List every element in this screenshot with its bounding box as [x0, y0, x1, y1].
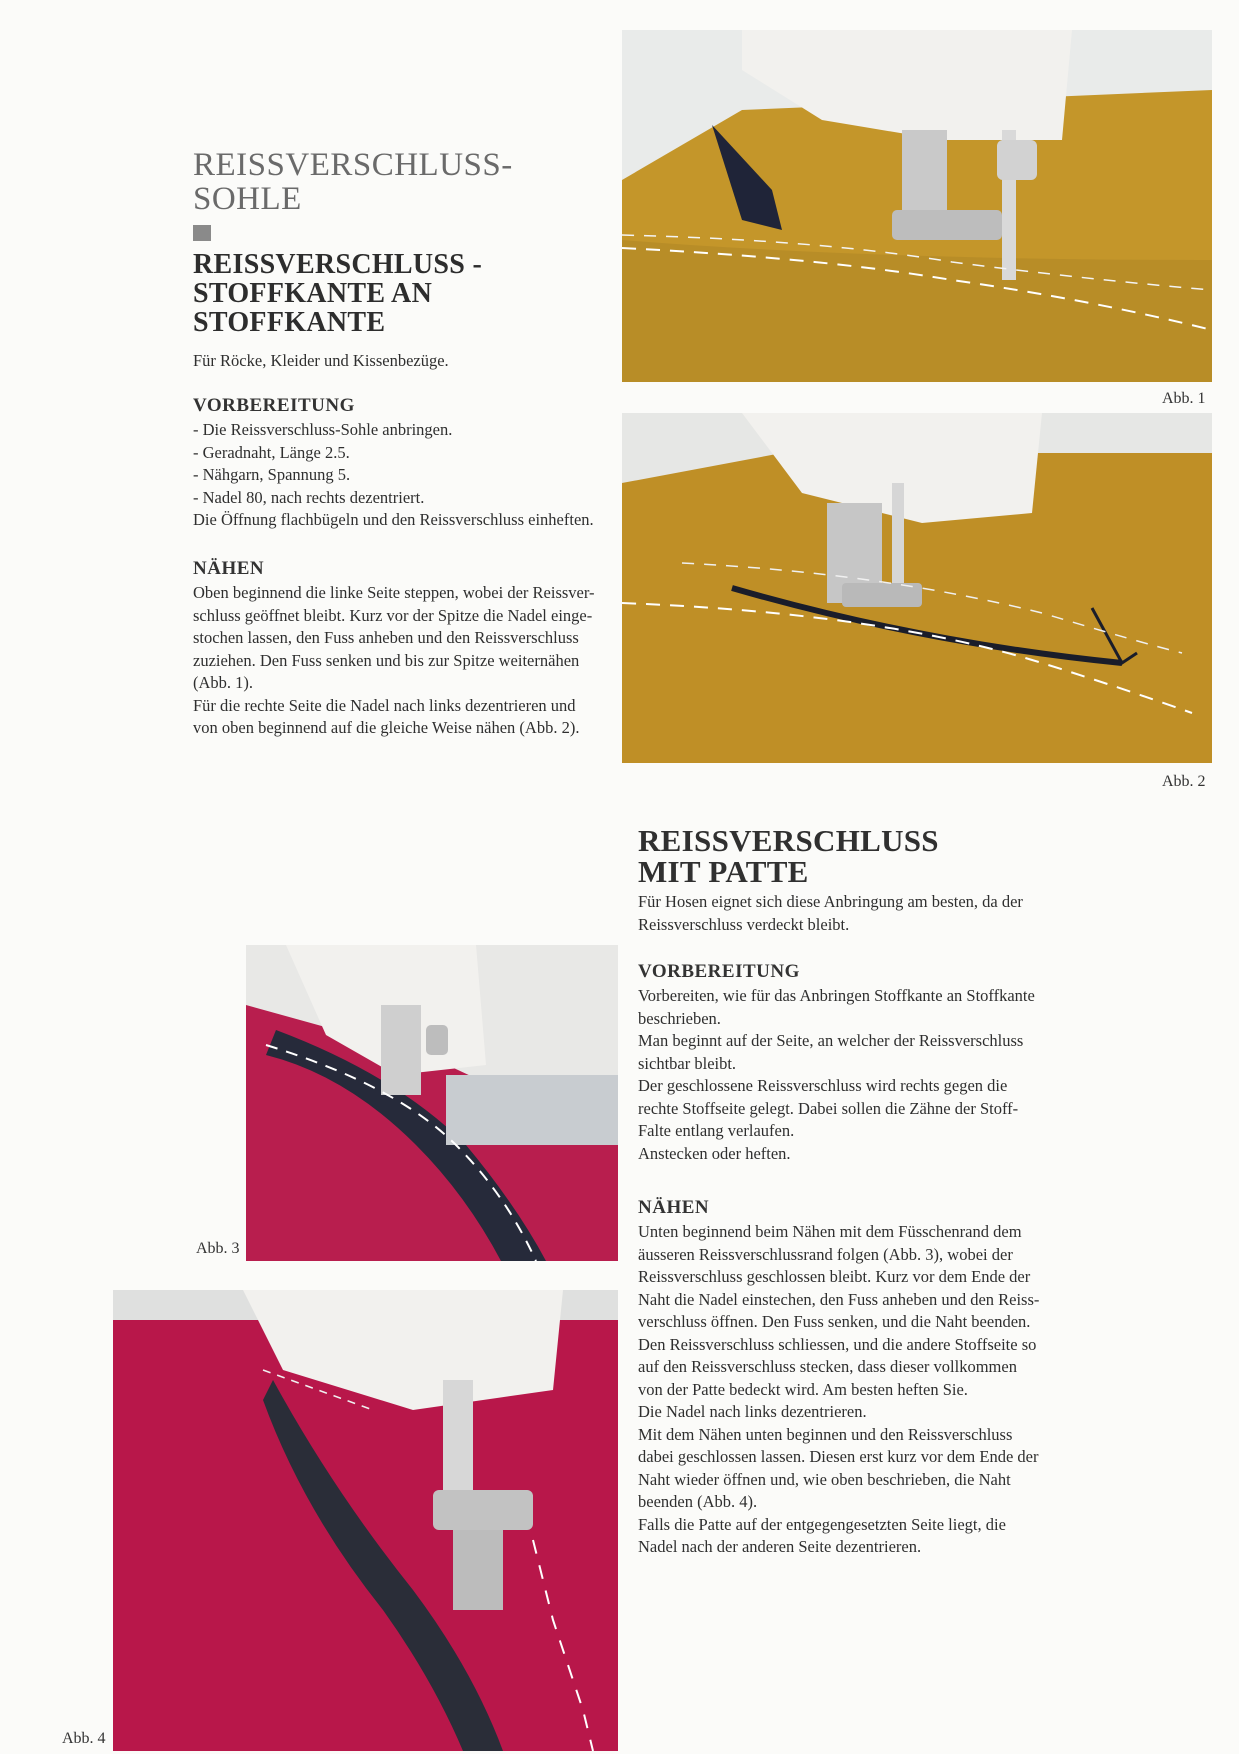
text-line: von der Patte bedeckt wird. Am besten heften Sie. [638, 1379, 968, 1399]
text-line: Unten beginnend beim Nähen mit dem Füsschenrand dem [638, 1222, 1022, 1241]
text-line: stochen lassen, den Fuss anheben und den Reissverschluss [193, 628, 579, 647]
text-line: beenden (Abb. 4). [638, 1492, 758, 1511]
sewing-machine-photo [246, 945, 618, 1261]
text-line: dabei geschlossen lassen. Diesen erst kurz vor dem Ende der [638, 1447, 1039, 1466]
text-line: auf den Reissverschluss stecken, dass dieser vollkommen [638, 1357, 1017, 1376]
list-item: - Die Reissverschluss-Sohle anbringen. [193, 419, 613, 442]
text-line: Man beginnt auf der Seite, an welcher der Reissverschluss [638, 1031, 1024, 1050]
text-line: Die Nadel nach links dezentrieren. [638, 1402, 867, 1421]
text-line: beschrieben. [638, 1008, 721, 1028]
title-line: SOHLE [193, 181, 302, 217]
section2-intro [638, 891, 1198, 936]
photo-abb3 [246, 945, 618, 1261]
square-marker-icon [193, 225, 211, 241]
text-line: äusseren Reissverschlussrand folgen (Abb. 3), wobei der [638, 1244, 1013, 1264]
photo-abb4 [113, 1290, 618, 1751]
text-line: Falte entlang verlaufen. [638, 1121, 795, 1140]
sewing-machine-photo [622, 30, 1212, 382]
photo-abb1 [622, 30, 1212, 382]
text-line: sichtbar bleibt. [638, 1053, 737, 1073]
text-line: Vorbereiten, wie für das Anbringen Stoffkante an Stoffkante [638, 986, 1035, 1005]
caption-abb1: Abb. 1 [1162, 390, 1206, 407]
text-line: Reissverschluss verdeckt bleibt. [638, 914, 850, 934]
section2-title [638, 825, 1198, 887]
list-item: - Nadel 80, nach rechts dezentriert. [193, 487, 613, 510]
sewing-machine-photo [113, 1290, 618, 1751]
caption-abb3: Abb. 3 [196, 1240, 240, 1257]
section1-subtitle [193, 250, 613, 337]
text-line: Den Reissverschluss schliessen, und die andere Stoffseite so [638, 1334, 1037, 1354]
caption-abb4: Abb. 4 [62, 1730, 106, 1747]
subtitle-line: STOFFKANTE AN [193, 278, 433, 309]
text-line: Naht die Nadel einstechen, den Fuss anheben und den Reiss- [638, 1289, 1040, 1309]
section2-sew-heading: NÄHEN [638, 1197, 710, 1218]
text-line: (Abb. 1). [193, 673, 254, 692]
sewing-machine-photo [622, 413, 1212, 763]
photo-abb2 [622, 413, 1212, 763]
text-line: Der geschlossene Reissverschluss wird rechts gegen die [638, 1076, 1008, 1095]
section2-prep-text [638, 985, 1053, 1165]
caption-abb2: Abb. 2 [1162, 773, 1206, 790]
section1-prep-note: Die Öffnung flachbügeln und den Reissverschluss einheften. [193, 510, 594, 529]
text-line: von oben beginnend auf die gleiche Weise nähen (Abb. 2). [193, 718, 580, 737]
text-line: Mit dem Nähen unten beginnen und den Reissverschluss [638, 1424, 1013, 1444]
section1-intro: Für Röcke, Kleider und Kissenbezüge. [193, 351, 449, 370]
title-line: REISSVERSCHLUSS- [193, 147, 513, 183]
text-line: Anstecken oder heften. [638, 1143, 791, 1163]
text-line: schluss geöffnet bleibt. Kurz vor der Spitze die Nadel einge- [193, 605, 593, 625]
subtitle-line: STOFFKANTE [193, 307, 386, 338]
section1-prep-list [193, 419, 613, 509]
section1-prep-heading: VORBEREITUNG [193, 395, 355, 416]
text-line: zuziehen. Den Fuss senken und bis zur Spitze weiternähen [193, 650, 580, 670]
section1-sew-heading: NÄHEN [193, 558, 265, 579]
text-line: rechte Stoffseite gelegt. Dabei sollen die Zähne der Stoff- [638, 1098, 1019, 1118]
text-line: Für Hosen eignet sich diese Anbringung am besten, da der [638, 892, 1023, 911]
section2-sew-text [638, 1221, 1053, 1559]
text-line: Für die rechte Seite die Nadel nach links dezentrieren und [193, 695, 576, 715]
title-line: REISSVERSCHLUSS [638, 823, 939, 858]
text-line: Falls die Patte auf der entgegengesetzten Seite liegt, die [638, 1514, 1006, 1534]
list-item: - Geradnaht, Länge 2.5. [193, 442, 613, 465]
section2-prep-heading: VORBEREITUNG [638, 961, 800, 982]
section1-sew-text [193, 582, 608, 740]
text-line: Naht wieder öffnen und, wie oben beschrieben, die Naht [638, 1469, 1011, 1489]
title-line: MIT PATTE [638, 854, 809, 889]
text-line: Oben beginnend die linke Seite steppen, wobei der Reissver- [193, 583, 595, 602]
list-item: - Nähgarn, Spannung 5. [193, 464, 613, 487]
section1-title [193, 148, 593, 216]
text-line: verschluss öffnen. Den Fuss senken, und die Naht beenden. [638, 1312, 1031, 1331]
text-line: Reissverschluss geschlossen bleibt. Kurz vor dem Ende der [638, 1267, 1031, 1286]
text-line: Nadel nach der anderen Seite dezentrieren. [638, 1537, 922, 1556]
subtitle-line: REISSVERSCHLUSS - [193, 249, 483, 280]
